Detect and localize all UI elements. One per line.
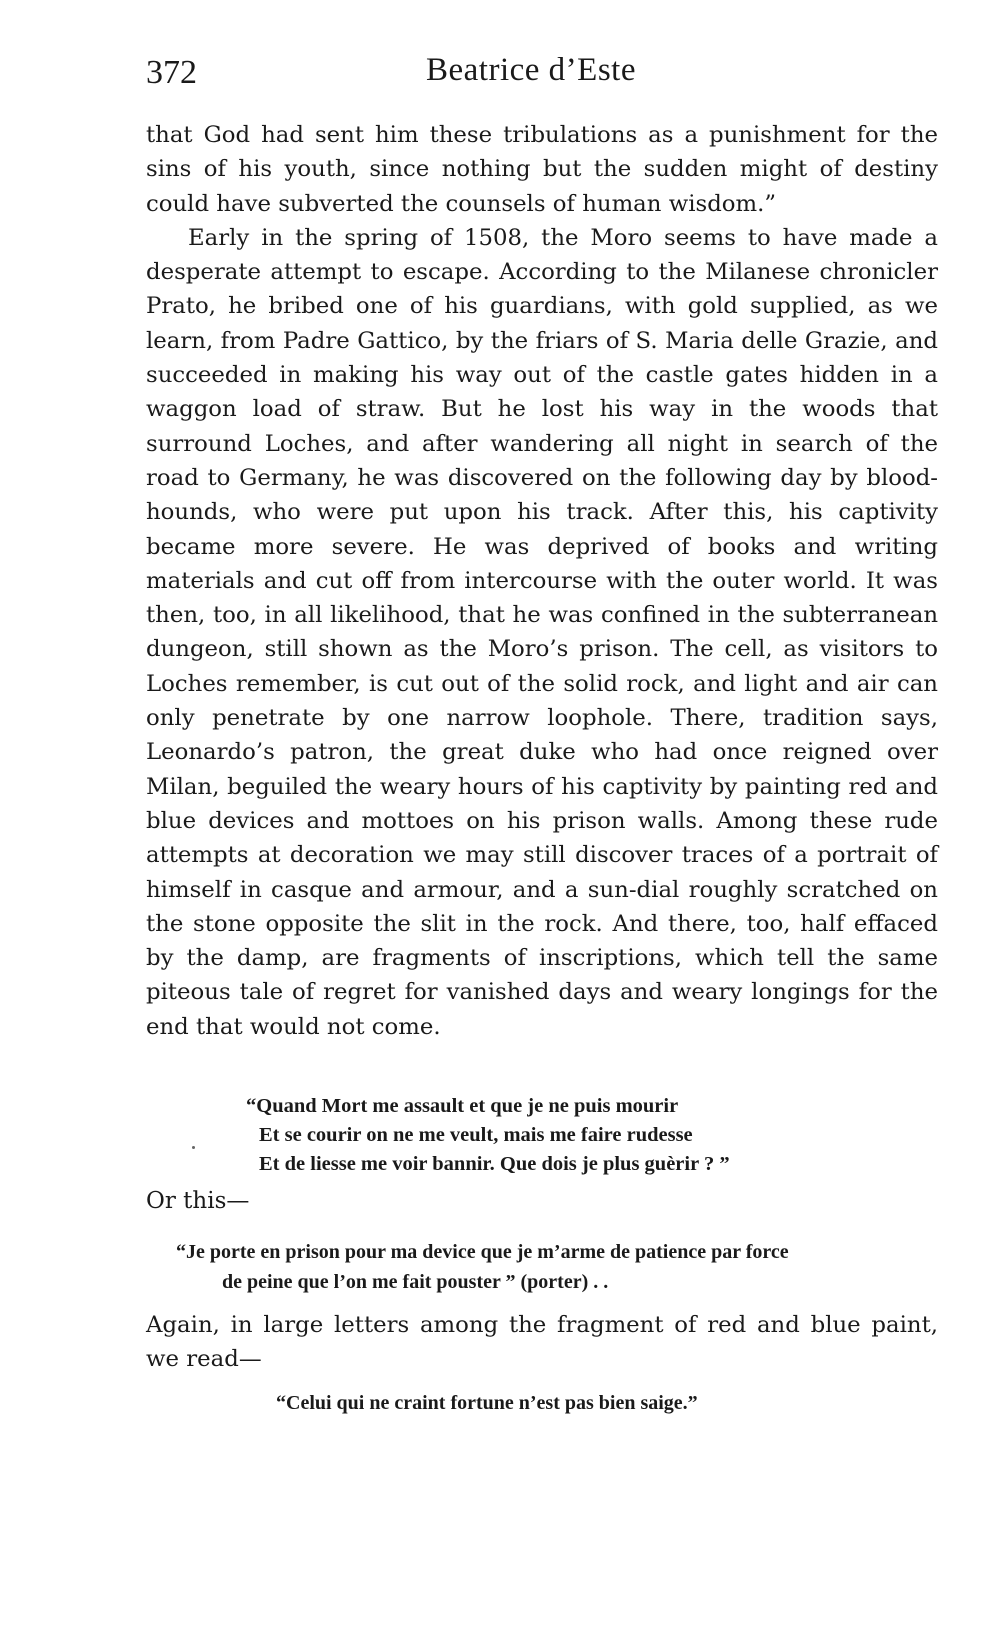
paragraph-continuation: that God had sent him these tribulations as a punishment for the sins of his youth, since nothing but the sudden might of destiny could have subverted the counsels of human wisdom.”: [146, 122, 938, 217]
quote2-line-1: “Je porte en prison pour ma device que je m’arme de patience par force: [176, 1241, 789, 1263]
main-text: [146, 118, 938, 1044]
page-number: 372: [146, 54, 197, 91]
verse-line-2: Et se courir on ne me veult, mais me faire rudesse: [259, 1124, 693, 1146]
verse-quote: [246, 1092, 906, 1179]
paragraph-escape: Early in the spring of 1508, the Moro seems to have made a desperate attempt to escape. According to the Milanese chronicler Prato, he bribed one of his guardians, with gold supplied, as we learn, from Padre Gattico, by the friars of S. Maria delle Grazie, and succeeded in making his way out of the castle gates hidden in a waggon load of straw. But he lost his way in the woods that surround Loches, and after wandering all night in search of the road to Germany, he was discovered on the following day by blood-hounds, who were put upon his track. After this, his captivity became more severe. He was deprived of books and writing materials and cut off from intercourse with the outer world. It was then, too, in all likelihood, that he was confined in the subterranean dungeon, still shown as the Moro’s prison. The cell, as visitors to Loches remember, is cut out of the solid rock, and light and air can only penetrate by one narrow loophole. There, tradition says, Leonardo’s patron, the great duke who had once reigned over Milan, beguiled the weary hours of his captivity by painting red and blue devices and mottoes on his prison walls. Among these rude attempts at decoration we may still discover traces of a portrait of himself in casque and armour, and a sun-dial roughly scratched on the stone opposite the slit in the rock. And there, too, half effaced by the damp, are fragments of inscriptions, which tell the same piteous tale of regret for vanished days and weary longings for the end that would not come.: [146, 224, 938, 1040]
page-header: [146, 52, 946, 96]
prison-device-quote: [176, 1237, 936, 1297]
print-speck: [192, 1146, 195, 1149]
verse-line-3: Et de liesse me voir bannir. Que dois je plus guèrir ? ”: [259, 1153, 730, 1175]
fortune-quote: “Celui qui ne craint fortune n’est pas bien saige.”: [276, 1392, 698, 1414]
verse-line-1: “Quand Mort me assault et que je ne puis mourir: [246, 1095, 679, 1117]
running-title: Beatrice d’Este: [426, 52, 636, 88]
quote2-line-2: de peine que l’on me fait pouster ” (porter) . .: [222, 1271, 609, 1293]
again-paragraph: Again, in large letters among the fragment of red and blue paint, we read—: [146, 1312, 938, 1372]
or-this-text: Or this—: [146, 1188, 250, 1214]
